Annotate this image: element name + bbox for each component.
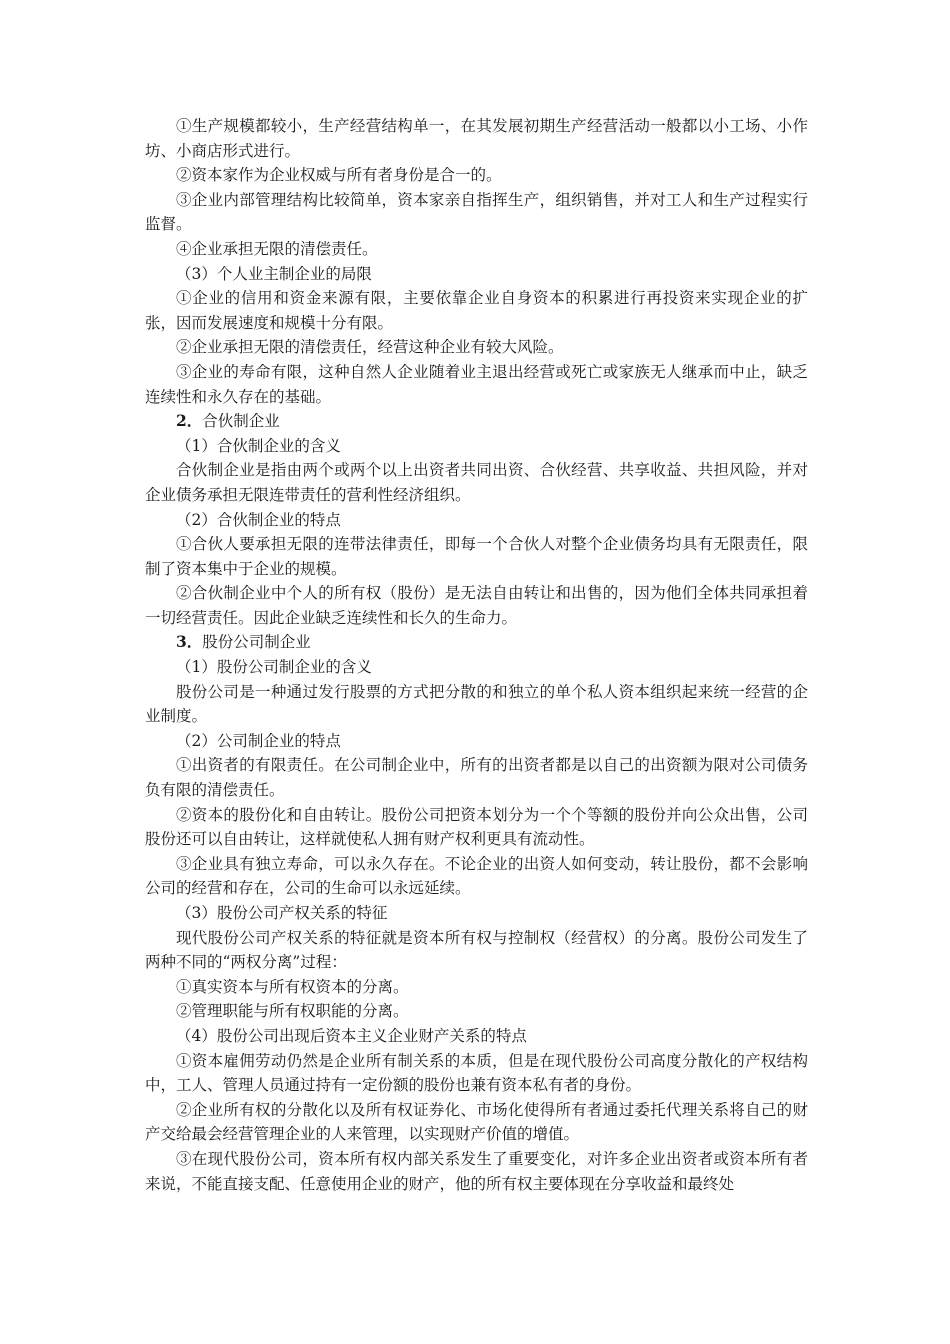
subsection-heading: （1）股份公司制企业的含义 [176, 658, 372, 677]
paragraph: ④企业承担无限的清偿责任。 [176, 239, 378, 258]
paragraph: 合伙制企业是指由两个或两个以上出资者共同出资、合伙经营、共享收益、共担风险，并对企业债务承担无限连带责任的营利性经济组织。 [145, 461, 808, 504]
paragraph: ②企业承担无限的清偿责任，经营这种企业有较大风险。 [176, 338, 564, 357]
paragraph: ③企业内部管理结构比较简单，资本家亲自指挥生产，组织销售，并对工人和生产过程实行监督。 [145, 190, 808, 234]
paragraph: ②管理职能与所有权职能的分离。 [176, 1002, 409, 1021]
paragraph: ①生产规模都较小，生产经营结构单一，在其发展初期生产经营活动一般都以小工场、小作坊、小商店形式进行。 [145, 117, 808, 160]
paragraph: 股份公司是一种通过发行股票的方式把分散的和独立的单个私人资本组织起来统一经营的企业制度。 [145, 682, 808, 726]
subsection-heading: （4）股份公司出现后资本主义企业财产关系的特点 [176, 1026, 527, 1045]
subsection-heading: （2）公司制企业的特点 [176, 731, 341, 750]
paragraph: ②资本的股份化和自由转让。股份公司把资本划分为一个个等额的股份并向公众出售，公司股份还可以自由转让，这样就使私人拥有财产权利更具有流动性。 [145, 805, 808, 849]
section-number: 2． [176, 411, 203, 431]
paragraph: ②企业所有权的分散化以及所有权证券化、市场化使得所有者通过委托代理关系将自己的财产交给最会经营管理企业的人来管理，以实现财产价值的增值。 [145, 1100, 808, 1144]
paragraph: ①真实资本与所有权资本的分离。 [176, 977, 409, 996]
paragraph: ①出资者的有限责任。在公司制企业中，所有的出资者都是以自己的出资额为限对公司债务负有限的清偿责任。 [145, 756, 808, 800]
paragraph: ③企业具有独立寿命，可以永久存在。不论企业的出资人如何变动，转让股份，都不会影响公司的经营和存在，公司的生命可以永远延续。 [145, 854, 808, 898]
section-title: 股份公司制企业 [202, 633, 311, 652]
paragraph: ③企业的寿命有限，这种自然人企业随着业主退出经营或死亡或家族无人继承而中止，缺乏连续性和永久存在的基础。 [145, 362, 808, 406]
paragraph: ②合伙制企业中个人的所有权（股份）是无法自由转让和出售的，因为他们全体共同承担着一切经营责任。因此企业缺乏连续性和长久的生命力。 [145, 584, 808, 627]
section-title: 合伙制企业 [202, 412, 280, 431]
paragraph: ②资本家作为企业权威与所有者身份是合一的。 [176, 166, 502, 185]
subsection-heading: （2）合伙制企业的特点 [176, 510, 341, 529]
paragraph: ①资本雇佣劳动仍然是企业所有制关系的本质，但是在现代股份公司高度分散化的产权结构中，工人、管理人员通过持有一定份额的股份也兼有资本私有者的身份。 [145, 1051, 808, 1095]
section-number: 3． [176, 632, 203, 652]
section-heading [145, 409, 808, 434]
subsection-heading: （3）股份公司产权关系的特征 [176, 904, 388, 922]
paragraph: ①合伙人要承担无限的连带法律责任，即每一个合伙人对整个企业债务均具有无限责任，限制了资本集中于企业的规模。 [145, 535, 808, 578]
paragraph: 现代股份公司产权关系的特征就是资本所有权与控制权（经营权）的分离。股份公司发生了两种不同的“两权分离”过程： [145, 928, 808, 972]
document-body [145, 114, 808, 1196]
paragraph: ③在现代股份公司，资本所有权内部关系发生了重要变化，对许多企业出资者或资本所有者来说，不能直接支配、任意使用企业的财产，他的所有权主要体现在分享收益和最终处 [145, 1149, 808, 1193]
subsection-heading: （1）合伙制企业的含义 [176, 436, 341, 455]
paragraph: ①企业的信用和资金来源有限，主要依靠企业自身资本的积累进行再投资来实现企业的扩张，因而发展速度和规模十分有限。 [145, 289, 808, 332]
subsection-heading: （3）个人业主制企业的局限 [176, 264, 372, 283]
section-heading [145, 630, 808, 655]
